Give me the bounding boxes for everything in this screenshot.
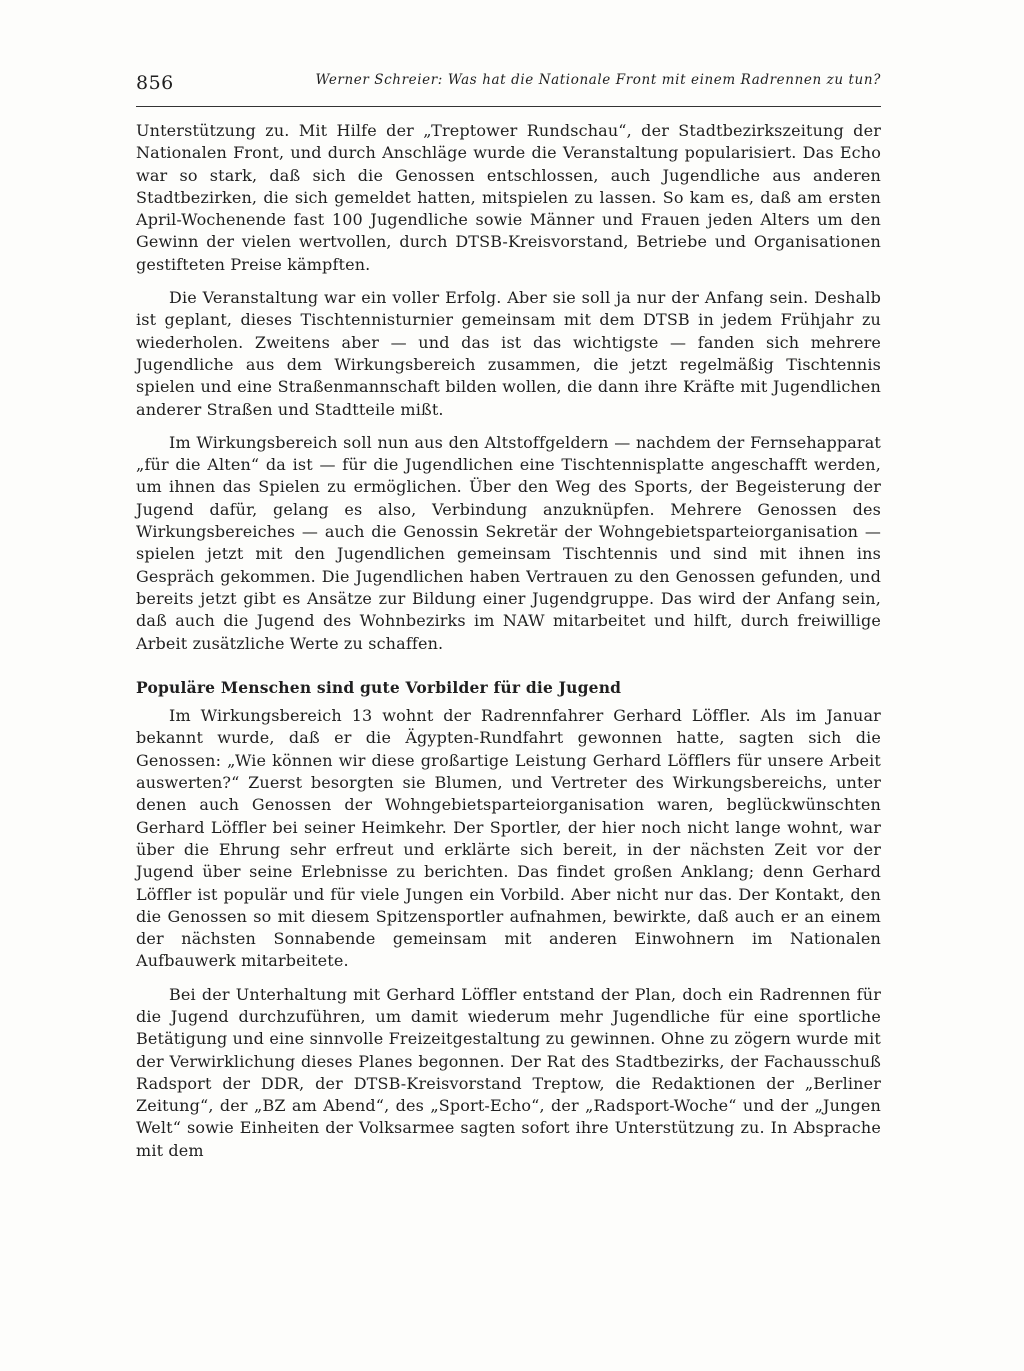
paragraph-5: Bei der Unterhaltung mit Gerhard Löffler entstand der Plan, doch ein Radrennen für die Jugend durchzuführen, um damit wiederum mehr Jugendliche für eine sportliche Betätigung und eine sinnvolle Freizeitgestaltung zu gewinnen. Ohne zu zögern wurde mit der Verwirklichung dieses Planes begonnen. Der Rat des Stadtbezirks, der Fachausschuß Radsport der DDR, der DTSB-Kreisvorstand Treptow, die Redaktionen der „Berliner Zeitung“, der „BZ am Abend“, des „Sport-Echo“, der „Radsport-Woche“ und der „Jungen Welt“ sowie Einheiten der Volksarmee sagten sofort ihre Unterstützung zu. In Absprache mit dem [136, 984, 881, 1160]
running-header [136, 72, 881, 107]
paragraph-1: Unterstützung zu. Mit Hilfe der „Treptower Rundschau“, der Stadtbezirkszeitung der Nationalen Front, und durch Anschläge wurde die Veranstaltung popularisiert. Das Echo war so stark, daß sich die Genossen entschlossen, auch Jugendliche aus anderen Stadtbezirken, die sich gemeldet hatten, mitspielen zu lassen. So kam es, daß am ersten April-Wochenende fast 100 Jugendliche sowie Männer und Frauen jeden Alters um den Gewinn der vielen wertvollen, durch DTSB-Kreisvorstand, Betriebe und Organisationen gestifteten Preise kämpften. [136, 121, 881, 274]
paragraph-2: Die Veranstaltung war ein voller Erfolg. Aber sie soll ja nur der Anfang sein. Deshalb ist geplant, dieses Tischtennisturnier gemeinsam mit dem DTSB in jedem Frühjahr zu wiederholen. Zweitens aber — und das ist das wichtigste — fanden sich mehrere Jugendliche aus dem Wirkungsbereich zusammen, die jetzt regelmäßig Tischtennis spielen und eine Straßenmannschaft bilden wollen, die dann ihre Kräfte mit Jugendlichen anderer Straßen und Stadtteile mißt. [136, 288, 881, 419]
page-number: 856 [136, 72, 174, 94]
running-title: Werner Schreier: Was hat die Nationale Front mit einem Radrennen zu tun? [315, 72, 881, 88]
body-text [136, 120, 881, 1173]
paragraph-3: Im Wirkungsbereich soll nun aus den Altstoffgeldern — nachdem der Fernsehapparat „für die Alten“ da ist — für die Jugendlichen eine Tischtennisplatte angeschafft werden, um ihnen das Spielen zu ermöglichen. Über den Weg des Sports, der Begeisterung der Jugend dafür, gelang es also, Verbindung anzuknüpfen. Mehrere Genossen des Wirkungsbereiches — auch die Genossin Sekretär der Wohngebietsparteiorganisation — spielen jetzt mit den Jugendlichen gemeinsam Tischtennis und sind mit ihnen ins Gespräch gekommen. Die Jugendlichen haben Vertrauen zu den Genossen gefunden, und bereits jetzt gibt es Ansätze zur Bildung einer Jugendgruppe. Das wird der Anfang sein, daß auch die Jugend des Wohnbezirks im NAW mitarbeitet und hilft, durch freiwillige Arbeit zusätzliche Werte zu schaffen. [136, 432, 881, 653]
section-heading: Populäre Menschen sind gute Vorbilder für die Jugend [136, 677, 622, 697]
paragraph-4: Im Wirkungsbereich 13 wohnt der Radrennfahrer Gerhard Löffler. Als im Januar bekannt wurde, daß er die Ägypten-Rundfahrt gewonnen hatte, sagten sich die Genossen: „Wie können wir diese großartige Leistung Gerhard Löfflers für unsere Arbeit auswerten?“ Zuerst besorgten sie Blumen, und Vertreter des Wirkungsbereichs, unter denen auch Genossen der Wohngebietsparteiorganisation waren, beglückwünschten Gerhard Löffler bei seiner Heimkehr. Der Sportler, der hier noch nicht lange wohnt, war über die Ehrung sehr erfreut und erklärte sich bereit, in der nächsten Zeit vor der Jugend über seine Erlebnisse zu berichten. Das findet großen Anklang; denn Gerhard Löffler ist populär und für viele Jungen ein Vorbild. Aber nicht nur das. Der Kontakt, den die Genossen so mit diesem Spitzensportler aufnahmen, bewirkte, daß auch er an einem der nächsten Sonnabende gemeinsam mit anderen Einwohnern im Nationalen Aufbauwerk mitarbeitete. [136, 706, 881, 971]
